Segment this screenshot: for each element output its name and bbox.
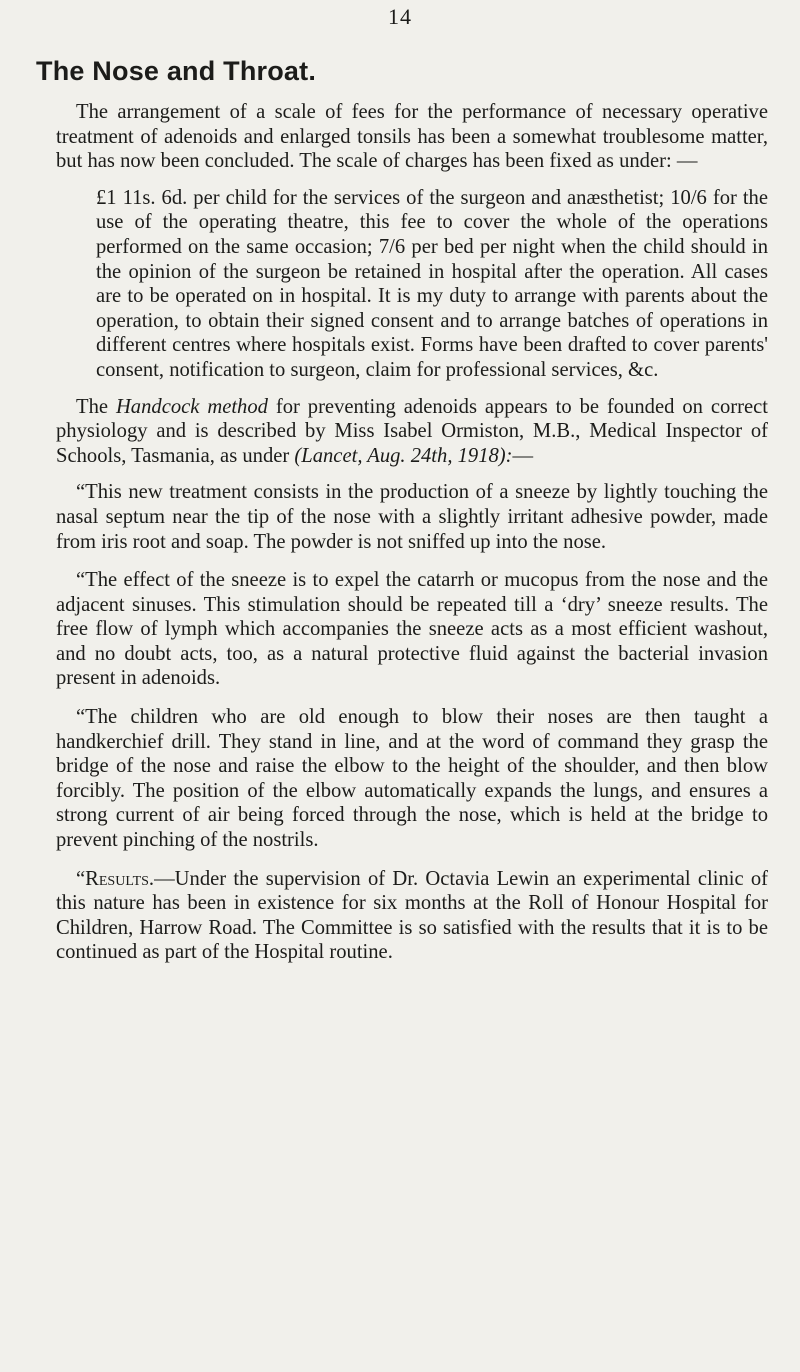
paragraph-fee-arrangement: The arrangement of a scale of fees for the performance of necessary operative treatment of adenoids and enlarged tonsils has been a somewhat troublesome matter, but has now been concluded. The scale of charges has been fixed as under: —: [56, 101, 768, 173]
handcock-intro-text: The: [76, 395, 116, 418]
lancet-citation: (Lancet, Aug. 24th, 1918):: [294, 444, 513, 467]
paragraph-fee-scale: £1 11s. 6d. per child for the services of the surgeon and anæsthetist; 10/6 for the use of the operating theatre, this fee to cover the whole of the operations performed on the same occasion; 7/6 per bed per night when the child should in the opinion of the surgeon be retained in hospital after the operation. All cases are to be operated on in hospital. It is my duty to arrange with parents about the operation, to obtain their signed consent and to arrange batches of operations in different centres where hospitals exist. Forms have been drafted to cover parents' consent, notification to surgeon, claim for professional services, &c.: [96, 186, 768, 381]
handcock-dash: —: [512, 444, 534, 467]
paragraph-results: [56, 867, 768, 965]
handcock-method-name: Handcock method: [115, 395, 268, 418]
paragraph-sneeze-effect: “The effect of the sneeze is to expel the catarrh or mucopus from the nose and the adjacent sinuses. This stimulation should be repeated till a ‘dry’ sneeze results. The free flow of lymph which accompanies the sneeze acts as a most efficient washout, and no doubt acts, too, as a natural protective fluid against the bacterial invasion present in adenoids.: [56, 569, 768, 690]
handcock-description-text: for preventing adenoids appears to be founded on correct physiology and is described by Miss Isabel Ormiston, M.B., Medical Inspector of Schools, Tasmania, as under: [56, 395, 768, 467]
results-text: —Under the supervision of Dr. Octavia Lewin an experimental clinic of this nature has been in existence for six months at the Roll of Honour Hospital for Children, Harrow Road. The Committee is so satisfied with the results that it is to be continued as part of the Hospital routine.: [56, 867, 768, 964]
section-heading: The Nose and Throat.: [36, 56, 317, 86]
page-number: 14: [388, 4, 412, 29]
paragraph-handcock-method: [56, 395, 768, 469]
body-text: [56, 100, 768, 965]
paragraph-new-treatment: “This new treatment consists in the production of a sneeze by lightly touching the nasal septum near the tip of the nose with a slightly irritant adhesive powder, made from iris root and soap. The powder is not sniffed up into the nose.: [56, 481, 768, 553]
paragraph-handkerchief-drill: “The children who are old enough to blow their noses are then taught a handkerchief drill. They stand in line, and at the word of command they grasp the bridge of the nose and raise the elbow to the height of the shoulder, and then blow forcibly. The position of the elbow automatically expands the lungs, and ensures a strong current of air being forced through the nose, which is held at the bridge to prevent pinching of the nostrils.: [56, 706, 768, 852]
results-label: “Results.: [76, 867, 155, 890]
